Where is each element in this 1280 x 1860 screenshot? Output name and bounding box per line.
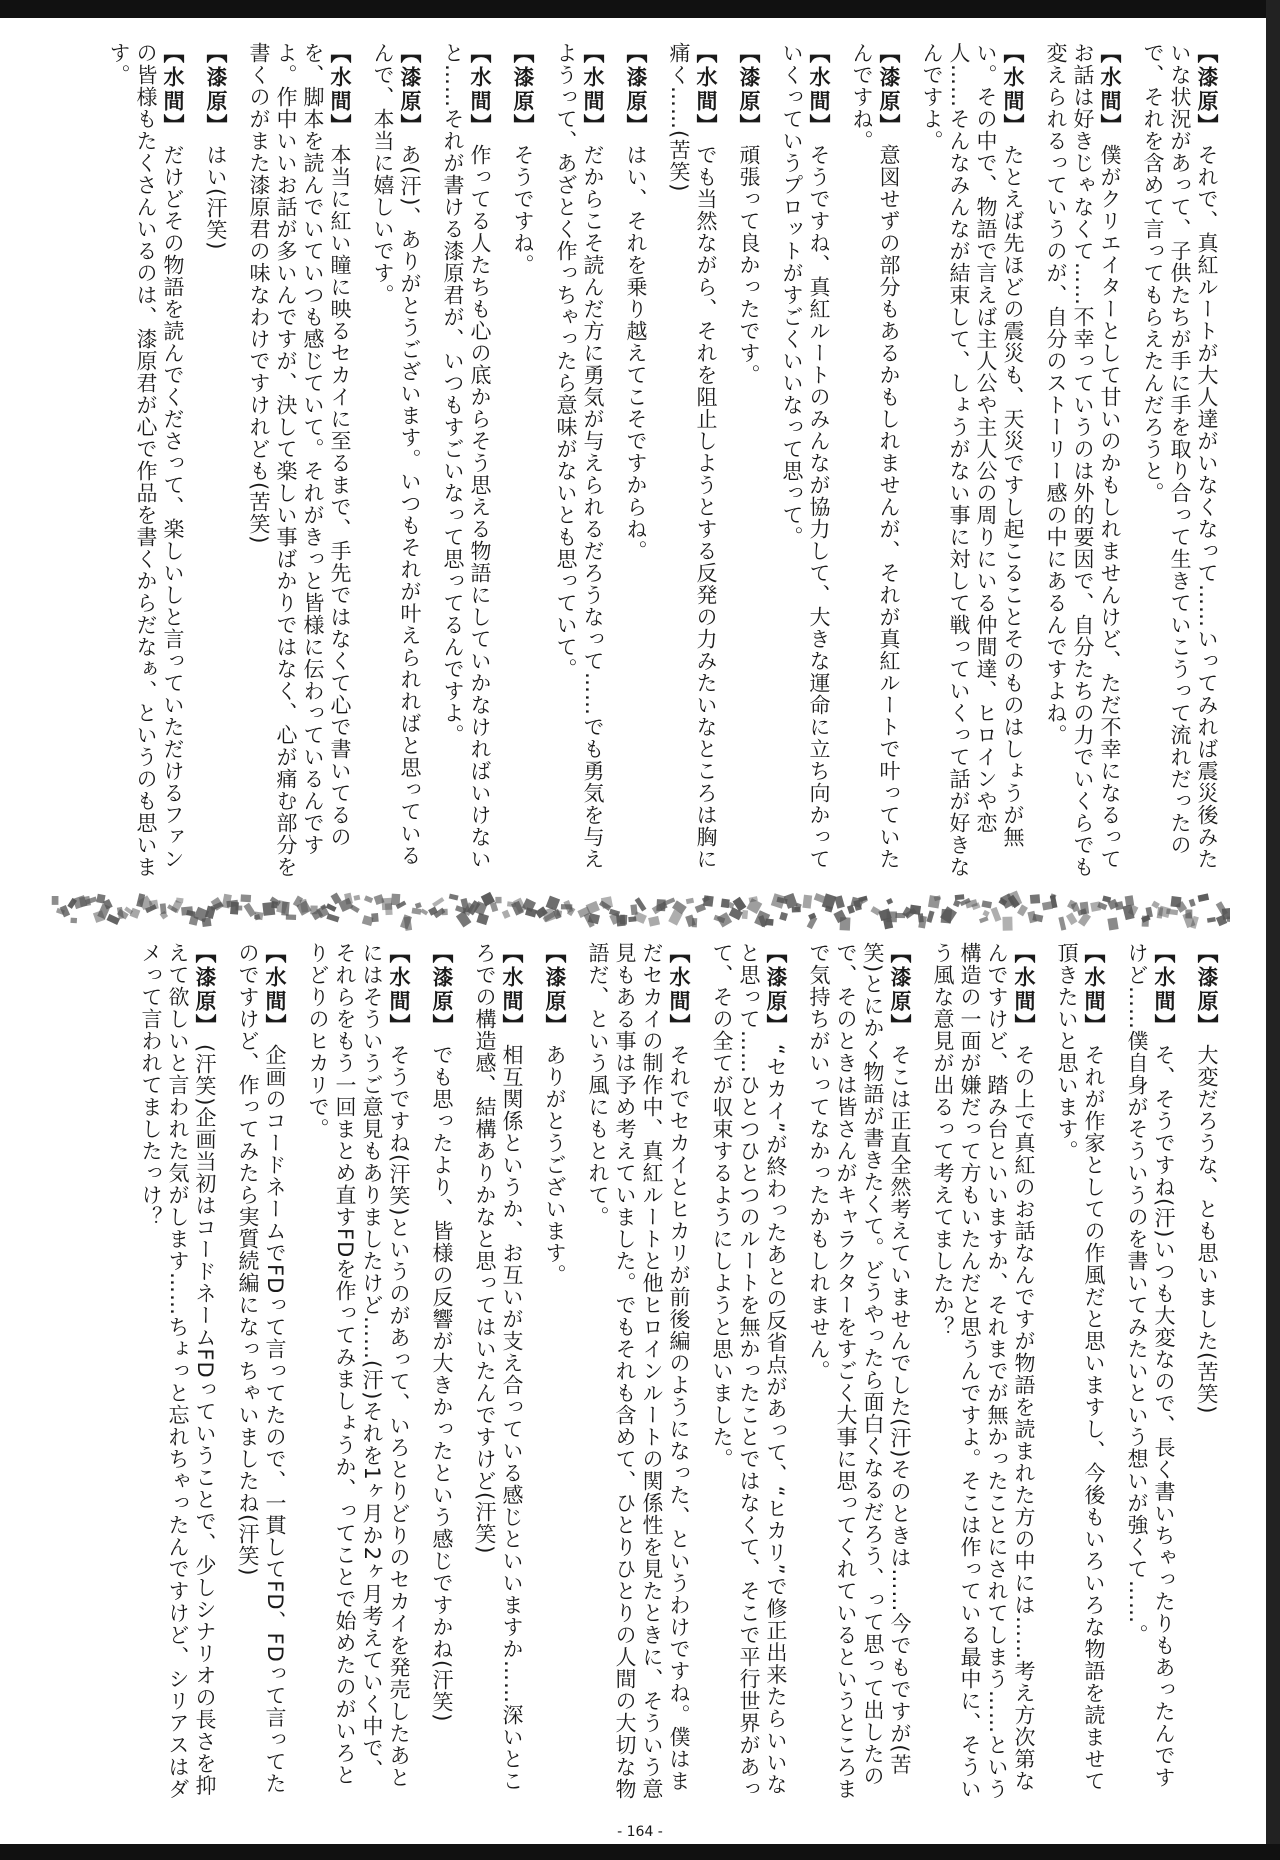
dialogue-text: (汗笑)企画当初はコードネームFDっていうことで、少しシナリオの長さを抑えて欲しいと言われた気がします……ちょっと忘れちゃったんですけど、シリアスはダメって言われてましたっけ？ <box>139 942 217 1800</box>
dialogue-entry <box>929 942 1037 1800</box>
dialogue-entry <box>1053 942 1107 1800</box>
dialogue-entry <box>234 942 288 1800</box>
dialogue-entry <box>1139 42 1220 888</box>
dialogue-text: そうですね。 <box>511 144 535 276</box>
dialogue-text: そこは正直全然考えていませんでした(汗)そのときは……今でもですが(苦笑)とにかく物語が書きたくて。どうやったら面白くなるだろう、って思って出したので、そのときは皆さんがキャラクターをすごく大事に思ってくれているというところまで気持ちがいってなかったかもしれません。 <box>807 942 912 1800</box>
speaker-label: 【漆原】 <box>1195 942 1219 1038</box>
speaker-label: 【漆原】 <box>543 942 567 1038</box>
speaker-label: 【漆原】 <box>737 42 761 138</box>
dialogue-entry <box>137 942 218 1800</box>
dialogue-text: ありがとうございます。 <box>543 1044 567 1286</box>
speaker-label: 【漆原】 <box>624 42 648 138</box>
dialogue-text: 意図せずの部分もあるかもしれませんが、それが真紅ルートで叶っていたんですね。 <box>850 42 901 870</box>
page-number: - 164 - <box>617 1824 663 1840</box>
dialogue-text: それが作家としての作風だと思いますし、今後もいろいろな物語を読ませて頂きたいと思います。 <box>1055 942 1106 1792</box>
speaker-label: 【漆原】 <box>888 942 912 1038</box>
dialogue-entry <box>805 942 913 1800</box>
dialogue-entry <box>918 42 1026 888</box>
speaker-label: 【水間】 <box>263 942 287 1038</box>
dialogue-text: 頑張って良かったです。 <box>737 144 761 386</box>
dialogue-text: あ(汗)、ありがとうございます。いつもそれが叶えられればと思っているんで、本当に嬉しいです。 <box>371 42 422 867</box>
dialogue-text: 企画のコードネームでFDって言ってたので、一貫してFD、FDって言ってたのですけど、作ってみたら実質続編になっちゃいましたね(汗笑) <box>236 942 287 1795</box>
dialogue-entry <box>584 942 692 1800</box>
dialogue-entry <box>428 942 455 1800</box>
dialogue-entry <box>735 42 762 888</box>
dialogue-entry <box>708 942 789 1800</box>
speaker-label: 【漆原】 <box>193 942 217 1038</box>
interview-bottom-section <box>60 942 1220 1800</box>
dialogue-text: たとえば先ほどの震災も、天災ですし起こることそのものはしょうが無い。その中で、物語で言えば主人公や主人公の周りにいる仲間達、ヒロインや恋人……そんなみんなが結束して、しょうがない事に対して戦っていくって話が好きなんですよ。 <box>920 42 1025 878</box>
dialogue-text: だからこそ読んだ方に勇気が与えられるだろうなって……でも勇気を与えようって、あざとく作っちゃったら意味がないとも思っていて。 <box>554 42 605 870</box>
scan-border-bottom <box>0 1844 1280 1860</box>
dialogue-entry <box>1193 942 1220 1800</box>
dialogue-text: “セカイ”が終わったあとの反省点があって、“ヒカリ”で修正出来たらいいなと思って……ひとつひとつのルートを無かったことではなくて、そこで平行世界があって、その全てが収束するようにしようと思いました。 <box>710 942 788 1800</box>
dialogue-entry <box>439 42 493 888</box>
speaker-label: 【漆原】 <box>764 942 788 1038</box>
speaker-label: 【水間】 <box>807 42 831 138</box>
speaker-label: 【水間】 <box>1152 942 1176 1038</box>
dialogue-text: 本当に紅い瞳に映るセカイに至るまで、手先ではなくて心で書いてるのを、脚本を読んでいていつも感じていて。それがきっと皆様に伝わっているんですよ。作中いいお話が多いんですが、決して楽しい事ばかりではなく、心が痛む部分を書くのがまた漆原君の味なわけですけれども(苦笑) <box>247 42 352 878</box>
interview-top-section <box>60 42 1220 888</box>
dialogue-entry <box>665 42 719 888</box>
dialogue-entry <box>509 42 536 888</box>
speaker-label: 【漆原】 <box>1195 42 1219 138</box>
speaker-label: 【水間】 <box>1098 42 1122 138</box>
dialogue-entry <box>848 42 902 888</box>
dialogue-entry <box>105 42 186 888</box>
dialogue-entry <box>471 942 525 1800</box>
dialogue-text: 大変だろうな、とも思いました(苦笑) <box>1195 1044 1219 1415</box>
dialogue-entry <box>1123 942 1177 1800</box>
speaker-label: 【漆原】 <box>511 42 535 138</box>
dialogue-entry <box>369 42 423 888</box>
dialogue-entry <box>778 42 832 888</box>
speaker-label: 【水間】 <box>1001 42 1025 138</box>
dialogue-entry <box>304 942 412 1800</box>
dialogue-text: そうですね、真紅ルートのみんなが協力して、大きな運命に立ち向かっていくっていうプロットがすごくいいなって思って。 <box>780 42 831 870</box>
dialogue-text: そうですね(汗笑)というのがあって、いろとりどりのセカイを発売したあとにはそういうご意見もありましたけど……(汗)それを1ヶ月か2ヶ月考えていく中で、それらをもう一回まとめ直すFDを作ってみましょうか、ってことで始めたのがいろとりどりのヒカリで。 <box>306 942 411 1789</box>
dialogue-text: 僕がクリエイターとして甘いのかもしれませんけど、ただ不幸になるってお話は好きじゃなくて……不幸っていうのは外的要因で、自分たちの力でいくらでも変えられるっていうのが、自分のストーリー感の中にあるんですよね。 <box>1044 42 1122 878</box>
dialogue-text: その上で真紅のお話なんですが物語を読まれた方の中には……考え方次第なんですけど、踏み台といいますか、それまでが無かったことにされてしまう……という構造の一面が嫌だって方もいたんだと思うんですよ。そこは作っている最中に、そういう風な意見が出るって考えてましたか？ <box>931 942 1036 1800</box>
speaker-label: 【漆原】 <box>877 42 901 138</box>
dialogue-text: だけどその物語を読んでくださって、楽しいしと言っていただけるファンの皆様もたくさんいるのは、漆原君が心で作品を書くからだなぁ、というのも思います。 <box>107 42 185 878</box>
dialogue-text: それでセカイとヒカリが前後編のようになった、というわけですね。僕はまだセカイの制作中、真紅ルートと他ヒロインルートの関係性を見たときに、そういう意見もある事は予め考えていました。でもそれも含めて、ひとりひとりの人間の大切な物語だ、という風にもとれて。 <box>586 942 691 1800</box>
dialogue-entry <box>541 942 568 1800</box>
dialogue-text: でも思ったより、皆様の反響が大きかったという感じですかね(汗笑) <box>430 1044 454 1723</box>
dialogue-text: でも当然ながら、それを阻止しようとする反発の力みたいなところは胸に痛く……(苦笑) <box>667 42 718 870</box>
dialogue-text: はい、それを乗り越えてこそですからね。 <box>624 144 648 562</box>
speaker-label: 【水間】 <box>500 942 524 1038</box>
speaker-label: 【漆原】 <box>398 42 422 138</box>
dialogue-entry <box>622 42 649 888</box>
dialogue-entry <box>552 42 606 888</box>
dialogue-text: はい(汗笑) <box>204 144 228 251</box>
speaker-label: 【漆原】 <box>430 942 454 1038</box>
speaker-label: 【水間】 <box>581 42 605 138</box>
scan-border-top <box>0 0 1280 18</box>
speaker-label: 【水間】 <box>1012 942 1036 1038</box>
dialogue-text: 相互関係というか、お互いが支え合っている感じといいますか……深いところでの構造感、結構ありかなと思ってはいたんですけど(汗笑) <box>473 942 524 1792</box>
speaker-label: 【水間】 <box>468 42 492 138</box>
section-divider <box>50 885 1230 931</box>
speaker-label: 【水間】 <box>387 942 411 1038</box>
dialogue-entry <box>1042 42 1123 888</box>
dialogue-text: それで、真紅ルートが大人達がいなくなって……いってみれば震災後みたいな状況があって、子供たちが手に手を取り合って生きていこうって流れだったので、それを含めて言ってもらえたんだろうと。 <box>1141 42 1219 870</box>
dialogue-entry <box>245 42 353 888</box>
speaker-label: 【漆原】 <box>204 42 228 138</box>
speaker-label: 【水間】 <box>161 42 185 138</box>
dialogue-text: そ、そうですね(汗)いつも大変なので、長く書いちゃったりもあったんですけど……僕自身がそういうのを書いてみたいという想いが強くて……。 <box>1125 942 1176 1789</box>
speaker-label: 【水間】 <box>1082 942 1106 1038</box>
speaker-label: 【水間】 <box>328 42 352 138</box>
scan-border-right <box>1266 0 1280 1860</box>
dialogue-text: 作ってる人たちも心の底からそう思える物語にしていかなければいけないと……それが書ける漆原君が、いつもすごいなって思ってるんですよ。 <box>441 42 492 870</box>
speaker-label: 【水間】 <box>694 42 718 138</box>
speaker-label: 【水間】 <box>667 942 691 1038</box>
dialogue-entry <box>202 42 229 888</box>
